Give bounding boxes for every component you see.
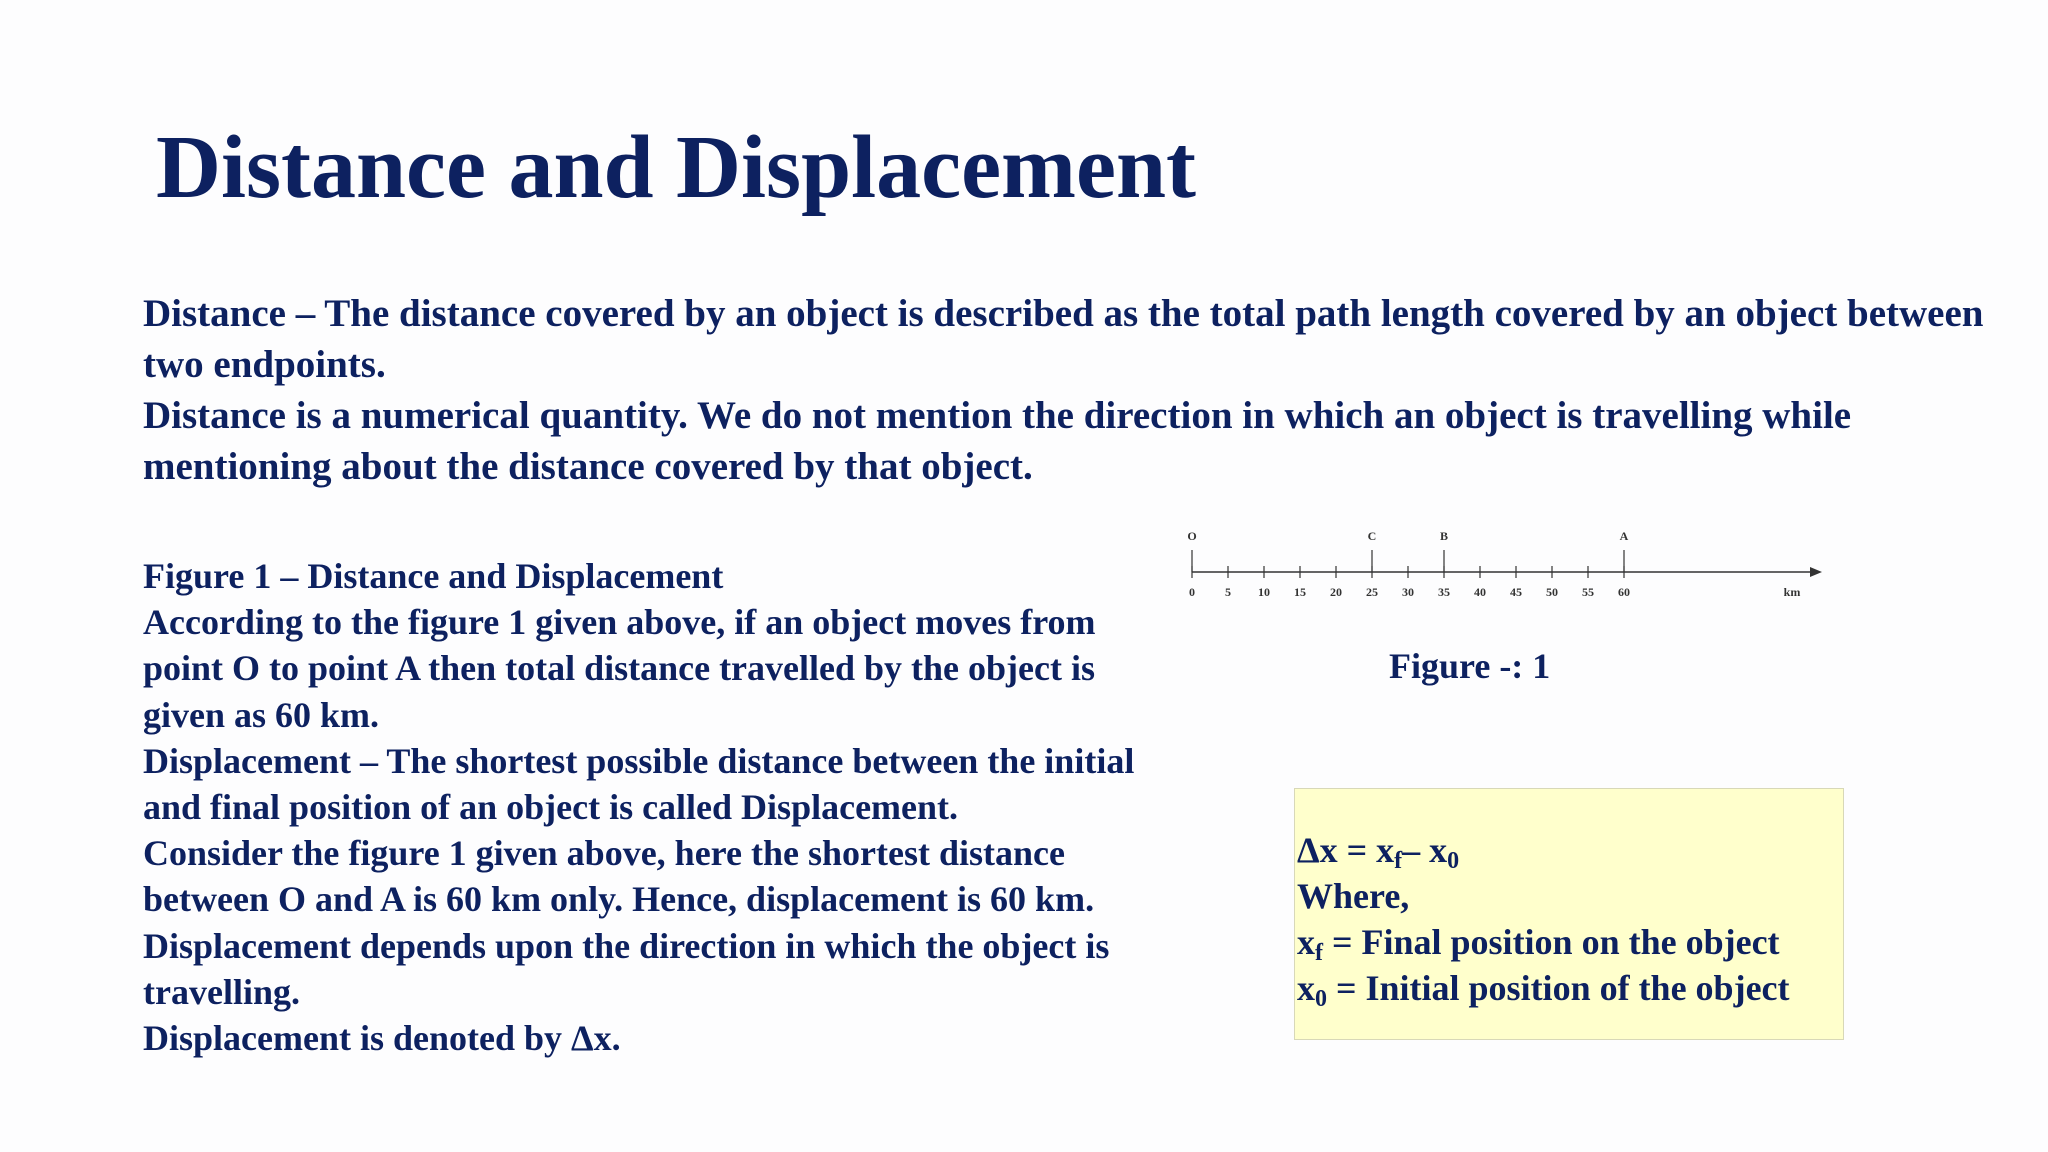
body-line: point O to point A then total distance travelled by the object is — [143, 648, 1095, 689]
body-line: Displacement is denoted by Δx. — [143, 1018, 621, 1059]
number-line-figure — [1180, 520, 1830, 610]
body-line: According to the figure 1 given above, if an object moves from — [143, 602, 1096, 643]
final-position-definition: $x_f$ = Final position on the object — [1297, 922, 1780, 966]
point-label: A — [1619, 529, 1629, 543]
body-line: Displacement depends upon the direction in which the object is — [143, 925, 1110, 966]
point-markers — [1187, 529, 1628, 572]
initial-position-definition: $x_0$ = Initial position of the object — [1297, 968, 1790, 1012]
tick-label: 15 — [1294, 585, 1306, 599]
tick-label: 0 — [1189, 585, 1195, 599]
body-line: Displacement – The shortest possible distance between the initial — [143, 740, 1135, 781]
tick-label: 20 — [1330, 585, 1342, 599]
tick-label: 60 — [1618, 585, 1630, 599]
body-line: between O and A is 60 km only. Hence, displacement is 60 km. — [143, 879, 1095, 920]
point-label: C — [1367, 529, 1377, 543]
tick-label: 30 — [1402, 585, 1414, 599]
body-line: travelling. — [143, 971, 300, 1012]
point-label: B — [1439, 529, 1449, 543]
tick-label: 10 — [1258, 585, 1270, 599]
formula-box — [1294, 788, 1844, 1040]
point-label: O — [1187, 529, 1197, 543]
tick-label: 45 — [1510, 585, 1522, 599]
tick-label: 40 — [1474, 585, 1486, 599]
tick-label: 35 — [1438, 585, 1450, 599]
tick-marks — [1189, 566, 1630, 599]
tick-label: 25 — [1366, 585, 1378, 599]
distance-definition: Distance – The distance covered by an object is described as the total path length covered by an object between two endpoints. — [143, 292, 1984, 386]
tick-label: 55 — [1582, 585, 1594, 599]
tick-label: 5 — [1225, 585, 1231, 599]
explanation-text — [143, 553, 1233, 1061]
displacement-equation: $\Delta x = x_f-$ $x_0$ — [1297, 830, 1460, 874]
body-line: given as 60 km. — [143, 694, 380, 735]
axis-arrow-icon — [1810, 567, 1822, 577]
intro-text — [143, 288, 2023, 492]
unit-label: km — [1783, 585, 1801, 599]
body-line: and final position of an object is called Displacement. — [143, 787, 959, 828]
figure-caption: Figure -: 1 — [1389, 646, 1551, 686]
tick-label: 50 — [1546, 585, 1558, 599]
where-label: Where, — [1297, 876, 1410, 916]
body-line: Figure 1 – Distance and Displacement — [143, 556, 724, 596]
slide-title: Distance and Displacement — [156, 118, 1196, 217]
body-line: Consider the figure 1 given above, here the shortest distance — [143, 833, 1065, 874]
distance-scalar-note: Distance is a numerical quantity. We do not mention the direction in which an object is travelling while mentioning about the distance covered by that object. — [143, 394, 1852, 488]
